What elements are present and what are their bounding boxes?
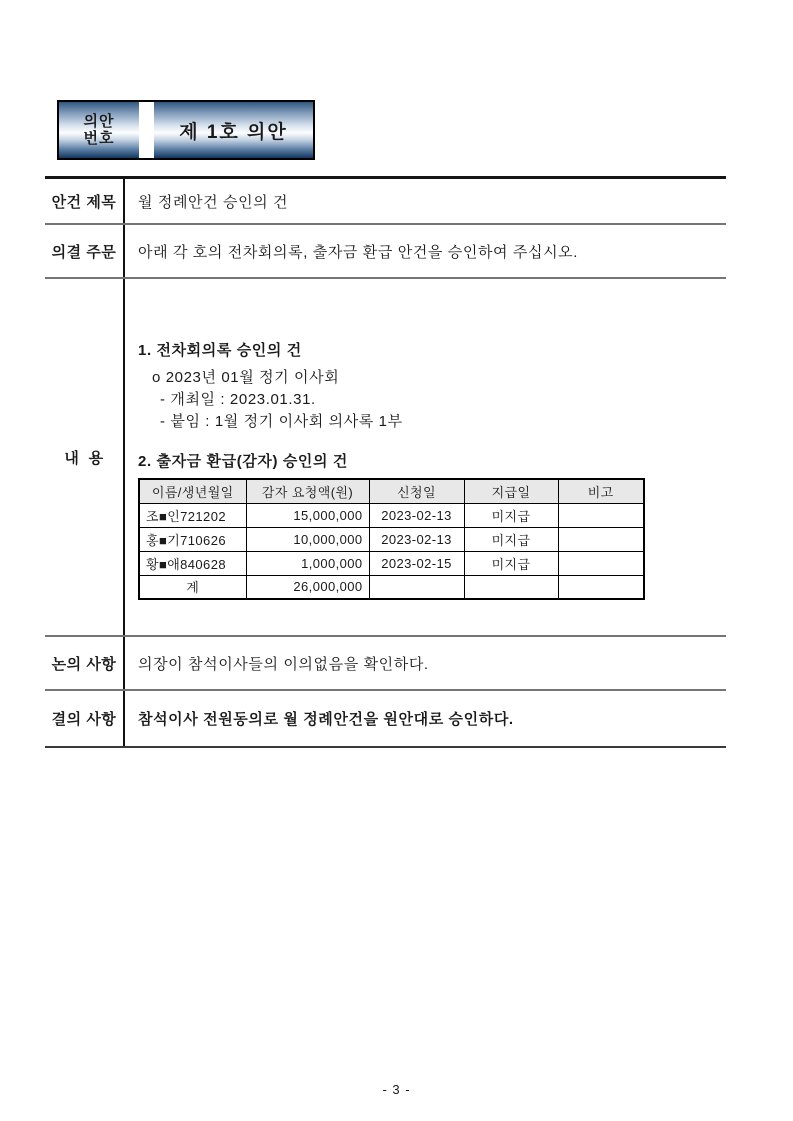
value-discussion: 의장이 참석이사들의 이의없음을 확인하다. — [138, 655, 429, 673]
label-resolution-order: 의결 주문 — [45, 225, 125, 277]
refund-header-row — [139, 479, 644, 503]
cell-request-date: 2023-02-13 — [369, 503, 464, 527]
agenda-banner-title: 제 1호 의안 — [179, 121, 288, 143]
content-line: o 2023년 01월 정기 이사회 — [152, 369, 340, 386]
agenda-layout-table — [45, 176, 726, 748]
cell-total-amount: 26,000,000 — [246, 575, 369, 599]
refund-table-body — [139, 503, 644, 599]
refund-total-row — [139, 575, 644, 599]
row-agenda-title — [45, 179, 726, 225]
cell-note — [558, 503, 644, 527]
header-request-date: 신청일 — [369, 479, 464, 503]
header-name-birth: 이름/생년월일 — [139, 479, 246, 503]
cell-note — [558, 527, 644, 551]
page-number: - 3 - — [382, 1082, 411, 1097]
content-line: - 붙임 : 1월 정기 이사회 의사록 1부 — [160, 413, 403, 430]
cell-total-label: 계 — [139, 575, 246, 599]
cell-empty — [369, 575, 464, 599]
row-content — [45, 279, 726, 637]
content-section2-title: 2. 출자금 환급(감자) 승인의 건 — [138, 453, 348, 470]
header-requested-amount: 감자 요청액(원) — [246, 479, 369, 503]
agenda-number-label — [59, 102, 139, 158]
refund-table-header — [139, 479, 644, 503]
cell-request-date: 2023-02-15 — [369, 551, 464, 575]
row-resolution — [45, 691, 726, 748]
banner-divider-stripe — [139, 102, 154, 158]
cell-empty — [558, 575, 644, 599]
cell-name: 황■애840628 — [139, 551, 246, 575]
cell-name: 홍■기710626 — [139, 527, 246, 551]
content-section1-title: 1. 전차회의록 승인의 건 — [138, 342, 302, 359]
label-content: 내 용 — [45, 279, 125, 635]
row-discussion — [45, 637, 726, 691]
label-resolution: 결의 사항 — [45, 691, 125, 746]
label-discussion: 논의 사항 — [45, 637, 125, 689]
value-agenda-title: 월 정례안건 승인의 건 — [138, 193, 289, 211]
cell-request-date: 2023-02-13 — [369, 527, 464, 551]
cell-empty — [464, 575, 558, 599]
refund-row — [139, 551, 644, 575]
agenda-number-label-line1: 의안 — [83, 112, 115, 130]
cell-name: 조■인721202 — [139, 503, 246, 527]
content-body — [125, 279, 726, 635]
row-resolution-order — [45, 225, 726, 279]
refund-table — [138, 478, 645, 600]
cell-amount: 1,000,000 — [246, 551, 369, 575]
cell-note — [558, 551, 644, 575]
content-line: - 개최일 : 2023.01.31. — [160, 391, 316, 408]
value-resolution: 참석이사 전원동의로 월 정례안건을 원안대로 승인하다. — [138, 711, 514, 728]
agenda-number-label-line2: 번호 — [83, 130, 115, 147]
cell-amount: 10,000,000 — [246, 527, 369, 551]
cell-payment-status: 미지급 — [464, 503, 558, 527]
cell-amount: 15,000,000 — [246, 503, 369, 527]
header-note: 비고 — [558, 479, 644, 503]
label-agenda-title: 안건 제목 — [45, 179, 125, 223]
cell-payment-status: 미지급 — [464, 527, 558, 551]
content-section1-lines — [138, 367, 726, 433]
header-payment-date: 지급일 — [464, 479, 558, 503]
refund-row — [139, 527, 644, 551]
agenda-number-banner — [57, 100, 315, 160]
value-resolution-order: 아래 각 호의 전차회의록, 출자금 환급 안건을 승인하여 주십시오. — [138, 243, 579, 261]
cell-payment-status: 미지급 — [464, 551, 558, 575]
refund-row — [139, 503, 644, 527]
